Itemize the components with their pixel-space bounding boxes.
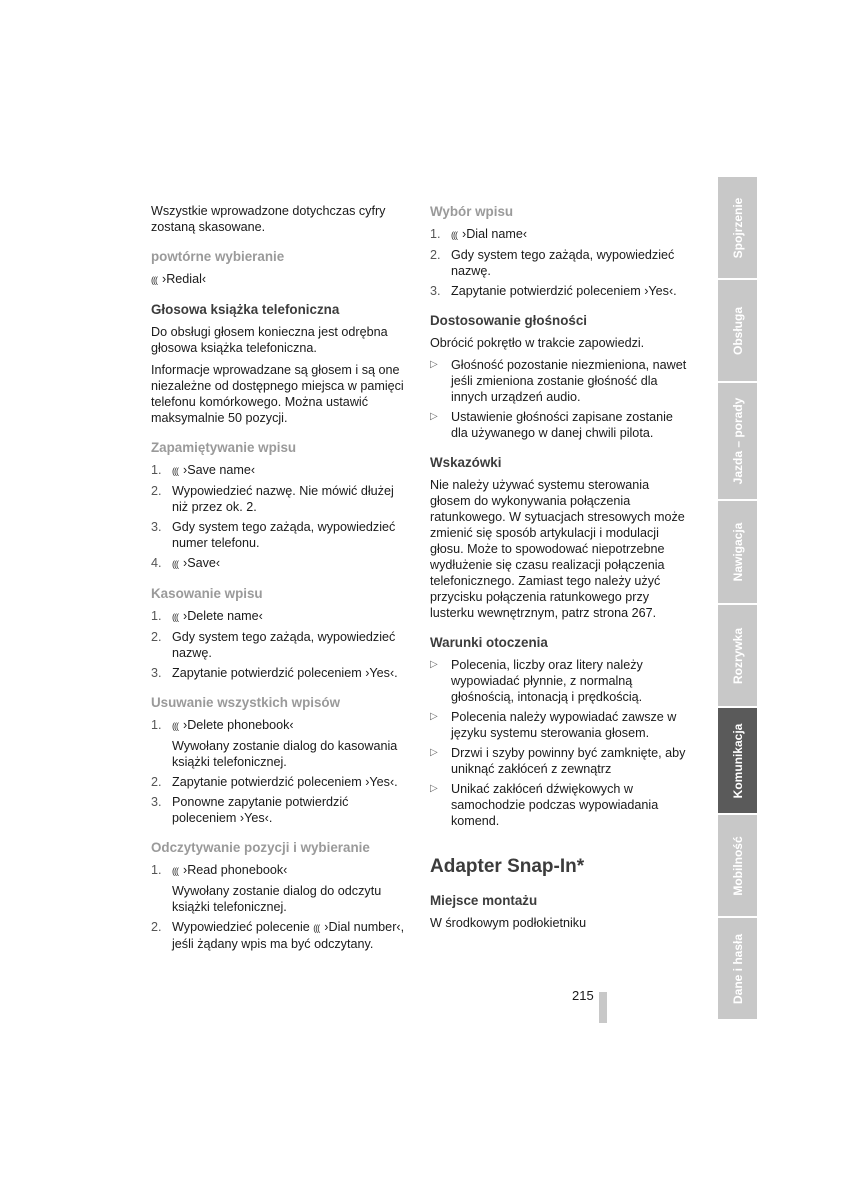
bullet-text: Polecenia należy wypowiadać zawsze w języku systemu sterowania głosem.	[451, 710, 677, 740]
bullet-text: Polecenia, liczby oraz litery należy wypowiadać płynnie, z normalną głośnością, intonacją i prędkością.	[451, 658, 643, 704]
delete-all-steps	[151, 717, 413, 826]
section-heading-delete-all: Usuwanie wszystkich wpisów	[151, 695, 341, 710]
step-text: Zapytanie potwierdzić poleceniem ›Yes‹.	[451, 284, 677, 298]
step-item	[151, 629, 413, 661]
step-item	[151, 462, 413, 479]
tab-label: Komunikacja	[730, 723, 745, 798]
command-text: ›Delete name‹	[183, 609, 263, 623]
step-item	[151, 774, 413, 790]
voice-command-icon: (((	[313, 923, 320, 933]
step-item	[151, 519, 413, 551]
bullet-item	[430, 781, 692, 829]
step-text: Zapytanie potwierdzić poleceniem ›Yes‹.	[172, 666, 398, 680]
voice-command-icon: (((	[151, 275, 157, 285]
delete-steps	[151, 608, 413, 681]
step-text-before: Wypowiedzieć polecenie	[172, 920, 310, 934]
step-text	[172, 608, 413, 625]
voice-command-icon: (((	[172, 559, 178, 569]
step-subtext: Wywołany zostanie dialog do odczytu książki telefonicznej.	[172, 884, 382, 914]
tab-dane-i-hasla[interactable]	[718, 918, 757, 1019]
paragraph: W środkowym podłokietniku	[430, 916, 587, 930]
tab-label: Nawigacja	[730, 522, 745, 582]
voice-command-icon: (((	[451, 230, 457, 240]
tab-komunikacja[interactable]	[718, 708, 757, 813]
tab-label: Jazda – porady	[730, 397, 745, 485]
step-number: 1.	[151, 863, 162, 877]
step-number: 4.	[151, 556, 162, 570]
voice-command-icon: (((	[172, 612, 178, 622]
tab-label: Obsługa	[730, 306, 745, 355]
section-heading-phonebook: Głosowa książka telefoniczna	[151, 302, 340, 317]
tab-obsluga[interactable]	[718, 280, 757, 381]
voice-command-icon: (((	[172, 721, 178, 731]
step-item	[151, 483, 413, 515]
conditions-bullets	[430, 657, 692, 829]
voice-command-redial	[151, 271, 413, 288]
step-number: 2.	[430, 248, 441, 262]
step-number: 3.	[430, 284, 441, 298]
section-heading-conditions: Warunki otoczenia	[430, 635, 548, 650]
step-text: Wypowiedzieć nazwę. Nie mówić dłużej niż przez ok. 2.	[172, 484, 394, 514]
triangle-bullet-icon: ▷	[430, 659, 438, 670]
command-text: ›Delete phonebook‹	[183, 718, 294, 732]
tab-label: Rozrywka	[730, 627, 745, 684]
triangle-bullet-icon: ▷	[430, 747, 438, 758]
step-text: Gdy system tego zażąda, wypowiedzieć nazwę.	[451, 248, 675, 278]
tab-mobilnosc[interactable]	[718, 815, 757, 916]
tab-rozrywka[interactable]	[718, 605, 757, 706]
step-item	[430, 283, 692, 299]
step-item	[151, 794, 413, 826]
voice-command-icon: (((	[172, 466, 178, 476]
step-item	[430, 226, 692, 243]
paragraph: Do obsługi głosem konieczna jest odrębna głosowa książka telefoniczna.	[151, 325, 388, 355]
section-heading-delete: Kasowanie wpisu	[151, 586, 263, 601]
step-item	[151, 665, 413, 681]
bullet-text: Unikać zakłóceń dźwiękowych w samochodzie podczas wypowiadania komend.	[451, 782, 659, 828]
section-heading-volume: Dostosowanie głośności	[430, 313, 587, 328]
section-heading-save: Zapamiętywanie wpisu	[151, 440, 297, 455]
tab-nawigacja[interactable]	[718, 501, 757, 603]
volume-bullets	[430, 357, 692, 441]
paragraph: Obrócić pokrętło w trakcie zapowiedzi.	[430, 336, 645, 350]
bullet-text: Głośność pozostanie niezmieniona, nawet jeśli zmieniona zostanie głośność dla innych urządzeń audio.	[451, 358, 687, 404]
triangle-bullet-icon: ▷	[430, 783, 438, 794]
triangle-bullet-icon: ▷	[430, 711, 438, 722]
intro-text: Wszystkie wprowadzone dotychczas cyfry zostaną skasowane.	[151, 204, 386, 234]
triangle-bullet-icon: ▷	[430, 411, 438, 422]
triangle-bullet-icon: ▷	[430, 359, 438, 370]
step-text: Gdy system tego zażąda, wypowiedzieć numer telefonu.	[172, 520, 396, 550]
step-text	[172, 862, 413, 915]
tab-label: Dane i hasła	[730, 933, 745, 1004]
command-text: ›Dial number‹	[324, 920, 401, 934]
step-item	[151, 717, 413, 770]
right-column	[430, 203, 692, 937]
step-text	[451, 226, 692, 243]
left-column	[151, 203, 413, 956]
step-number: 2.	[151, 630, 162, 644]
bullet-item	[430, 357, 692, 405]
bullet-item	[430, 745, 692, 777]
read-steps	[151, 862, 413, 952]
step-number: 2.	[151, 920, 162, 934]
step-text	[172, 919, 413, 952]
bullet-text: Ustawienie głośności zapisane zostanie dla używanego w danej chwili pilota.	[451, 410, 673, 440]
step-number: 2.	[151, 775, 162, 789]
step-subtext: Wywołany zostanie dialog do kasowania książki telefonicznej.	[172, 739, 398, 769]
section-heading-select: Wybór wpisu	[430, 204, 514, 219]
step-item	[151, 862, 413, 915]
bullet-item	[430, 409, 692, 441]
tab-label: Spojrzenie	[730, 197, 745, 258]
chapter-title: Adapter Snap-In*	[430, 856, 585, 877]
step-number: 3.	[151, 520, 162, 534]
page-number: 215	[572, 988, 594, 1003]
bullet-item	[430, 709, 692, 741]
save-steps	[151, 462, 413, 572]
paragraph: Nie należy używać systemu sterowania głosem do wykonywania połączenia ratunkowego. W sytuacjach stresowych może zmienić się sposób artykulacji i modulacji głosu. Może to spowodować niepotrzebne wydłużenie się czasu realizacji połączenia telefonicznego. Zamiast tego należy użyć przycisku połączenia ratunkowego przy lusterku wewnętrznym, patrz strona 267.	[430, 478, 685, 620]
command-text: ›Dial name‹	[462, 227, 528, 241]
step-text: Ponowne zapytanie potwierdzić poleceniem ›Yes‹.	[172, 795, 349, 825]
step-number: 1.	[430, 227, 441, 241]
step-number: 1.	[151, 609, 162, 623]
chapter-tabs	[718, 177, 757, 1021]
step-number: 1.	[151, 463, 162, 477]
bullet-item	[430, 657, 692, 705]
section-heading-redial: powtórne wybieranie	[151, 249, 285, 264]
step-item	[430, 247, 692, 279]
step-text	[172, 462, 413, 479]
command-text: ›Save name‹	[183, 463, 256, 477]
bullet-text: Drzwi i szyby powinny być zamknięte, aby uniknąć zakłóceń z zewnątrz	[451, 746, 686, 776]
step-number: 3.	[151, 795, 162, 809]
command-text: ›Read phonebook‹	[183, 863, 288, 877]
step-text-after: , jeśli żądany wpis ma być odczytany.	[172, 920, 405, 951]
tab-spojrzenie[interactable]	[718, 177, 757, 278]
step-number: 3.	[151, 666, 162, 680]
page-marker-bar	[599, 992, 607, 1023]
select-steps	[430, 226, 692, 299]
step-item	[151, 608, 413, 625]
command-text: ›Redial‹	[162, 272, 207, 286]
step-number: 1.	[151, 718, 162, 732]
step-number: 2.	[151, 484, 162, 498]
voice-command-icon: (((	[172, 866, 178, 876]
step-text	[172, 717, 413, 770]
step-item	[151, 555, 413, 572]
section-heading-tips: Wskazówki	[430, 455, 502, 470]
command-text: ›Save‹	[183, 556, 221, 570]
section-heading-mounting: Miejsce montażu	[430, 893, 538, 908]
paragraph: Informacje wprowadzane są głosem i są one niezależne od dostępnego miejsca w pamięci telefonu komórkowego. Można ustawić maksymalnie 50 pozycji.	[151, 363, 404, 425]
step-text: Gdy system tego zażąda, wypowiedzieć nazwę.	[172, 630, 396, 660]
section-heading-read: Odczytywanie pozycji i wybieranie	[151, 840, 370, 855]
tab-label: Mobilność	[730, 835, 745, 896]
step-item	[151, 919, 413, 952]
tab-jazda-porady[interactable]	[718, 383, 757, 499]
step-text	[172, 555, 413, 572]
step-text: Zapytanie potwierdzić poleceniem ›Yes‹.	[172, 775, 398, 789]
